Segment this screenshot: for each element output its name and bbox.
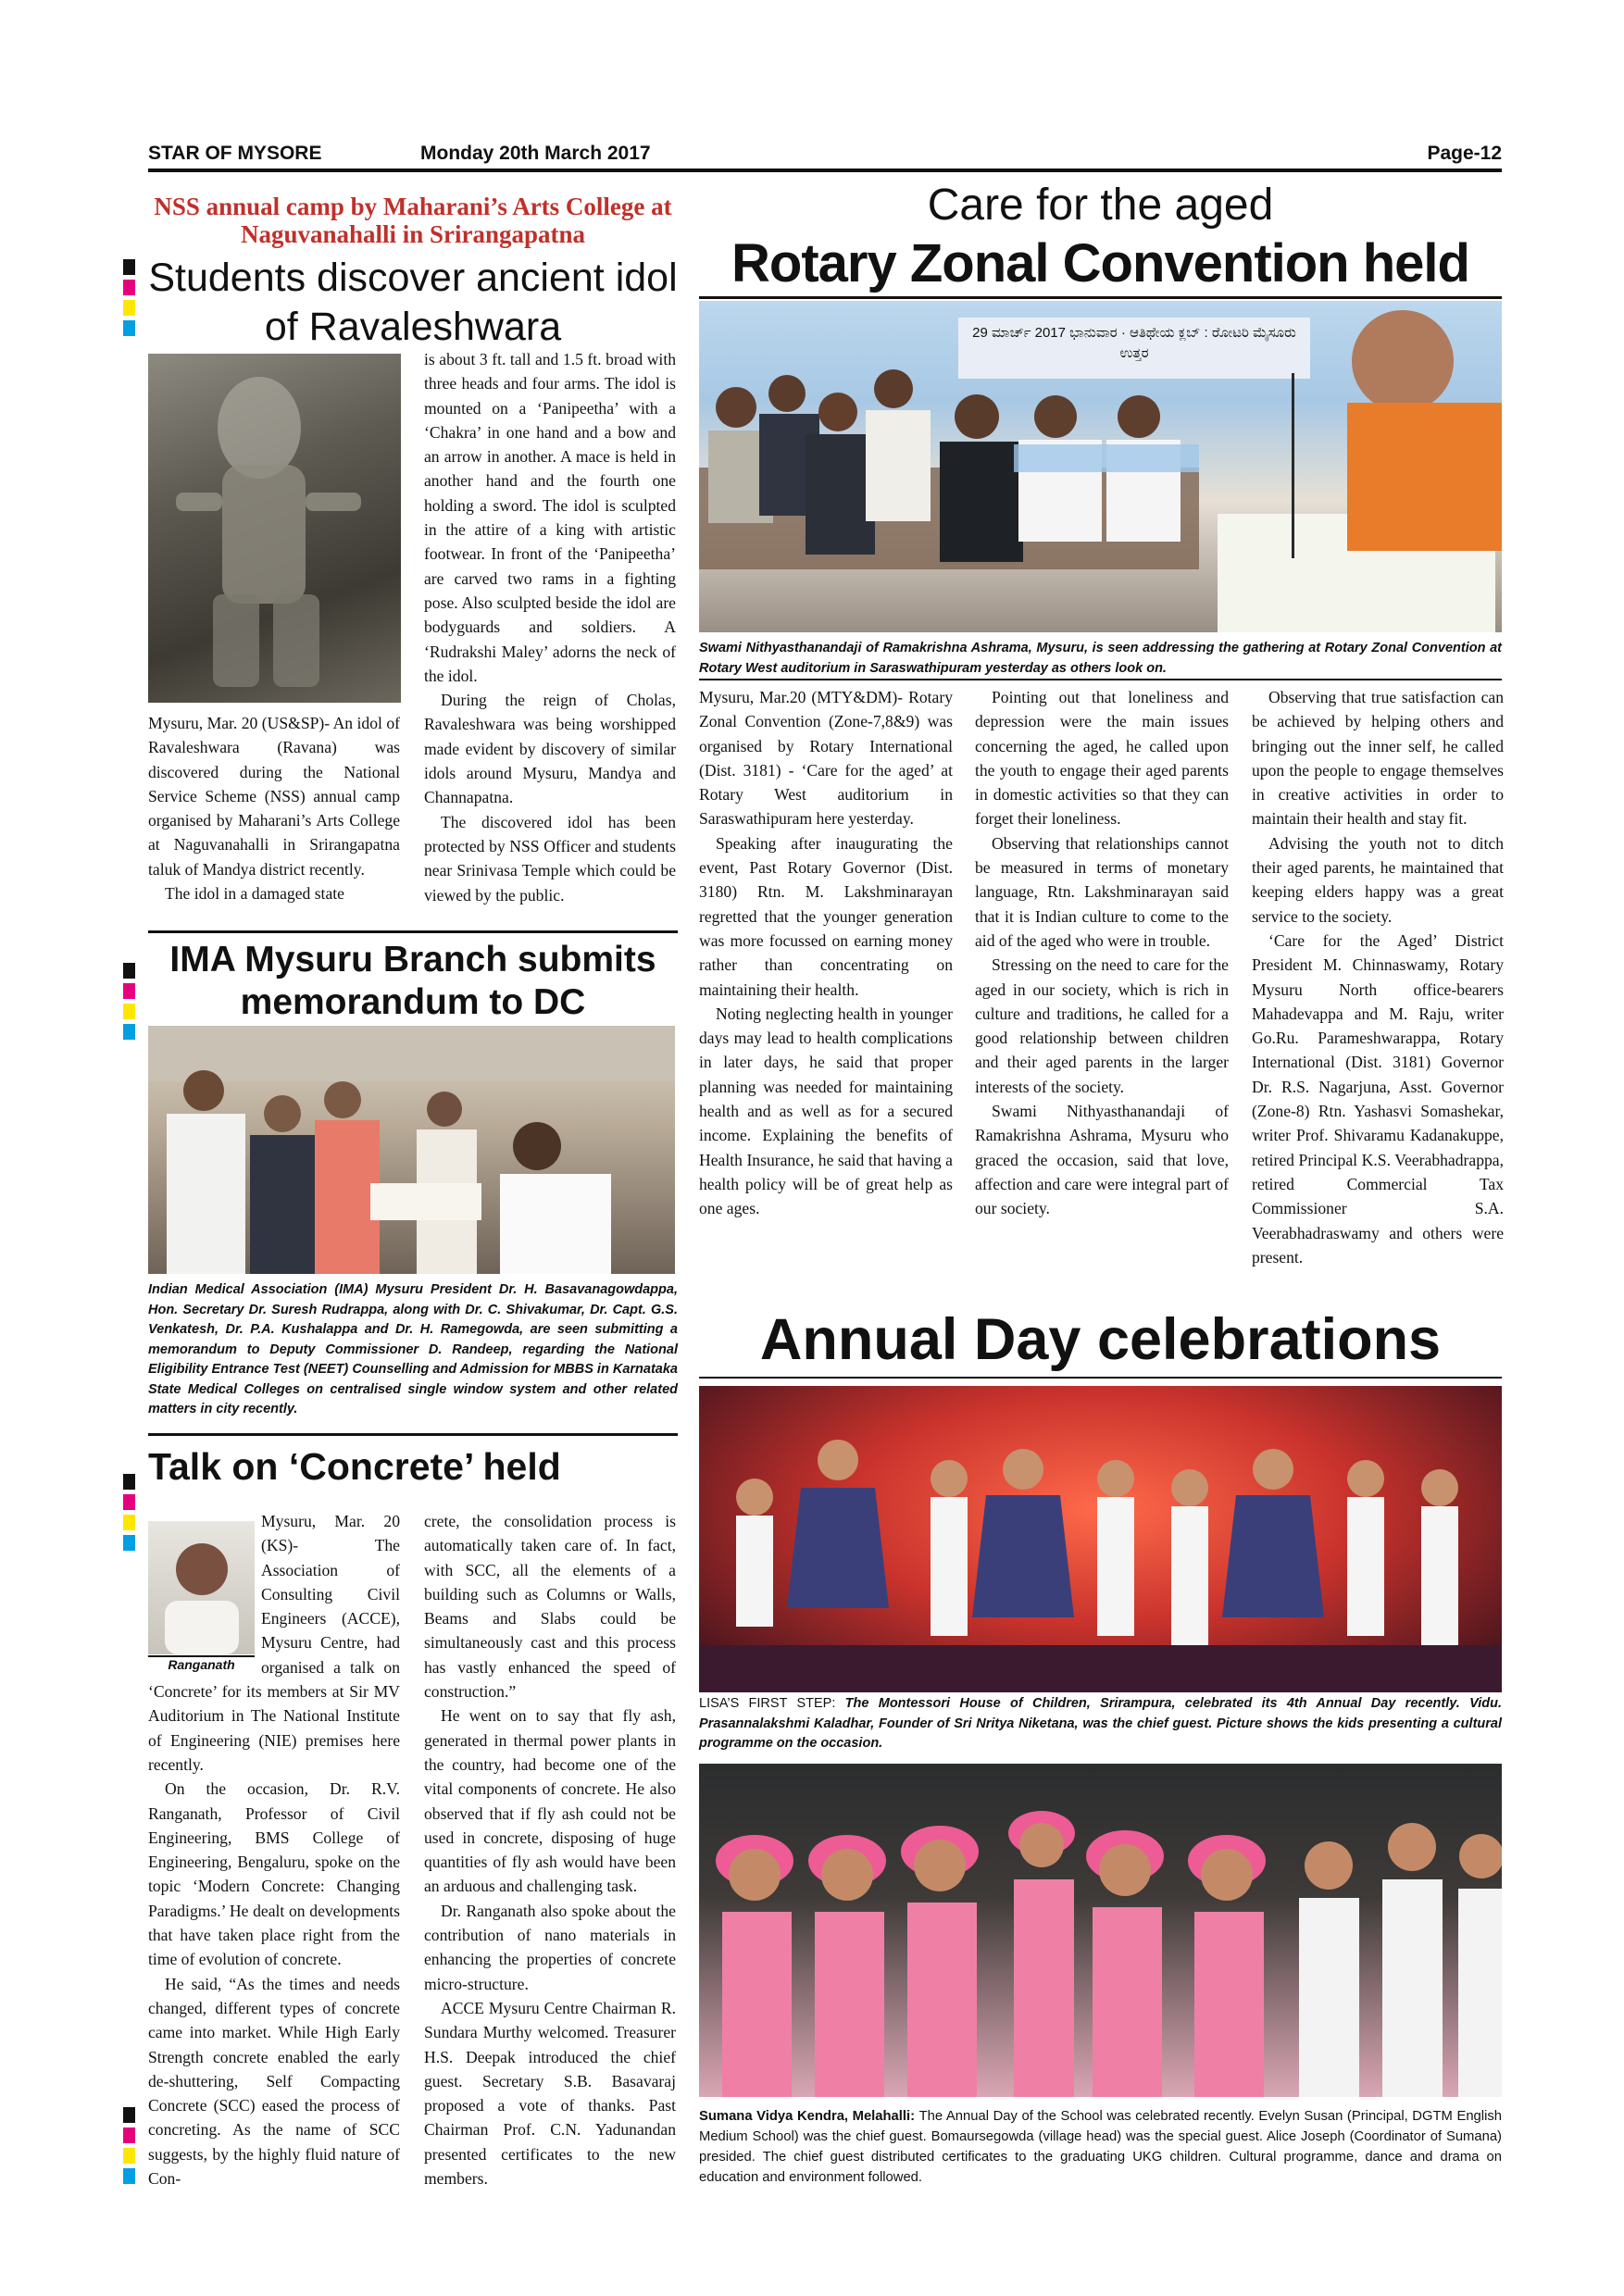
ima-caption: Indian Medical Association (IMA) Mysuru President Dr. H. Basavanagowdappa, Hon. Secretary Dr. Suresh Rudrappa, along with Dr. C. Shivakumar, Dr. Capt. G.S. Venkatesh, Dr. P.A. Kushalappa and Dr. H. Ramegowda, are seen submitting a memorandum to Deputy Commissioner D. Randeep, regarding the National Eligibility Entrance Test (NEET) Counselling and Admission for MBBS in Karnataka State Medical Colleges on centralised single window system and other related matters in city recently. [148, 1282, 678, 1416]
rotary-paragraph: Pointing out that loneliness and depression were the main issues concerning the aged, he called upon the youth to engage their aged parents in domestic activities so that they can forget their loneliness. [975, 688, 1229, 829]
divider [699, 679, 1502, 680]
divider [148, 1433, 678, 1436]
divider [699, 296, 1502, 299]
rotary-paragraph: Mysuru, Mar.20 (MTY&DM)- Rotary Zonal Convention (Zone-7,8&9) was organised by Rotary International (Dist. 3181) - ‘Care for the aged’ at Rotary West auditorium in Saraswathipuram here yesterday. [699, 688, 953, 829]
caption-text: The Montessori House of Children, Srirampura, celebrated its 4th Annual Day recently. Vidu. Prasannalakshmi Kaladhar, Founder of Sri Nritya Niketana, was the chief guest. Picture shows the kids presenting a cultural programme on the occasion. [699, 1696, 1502, 1751]
idol-photo [148, 354, 401, 703]
rotary-column-2 [975, 685, 1229, 1221]
concrete-column-2 [424, 1509, 676, 2190]
page-number: Page-12 [1427, 143, 1502, 164]
ima-photo [148, 1026, 675, 1274]
concrete-paragraph: ACCE Mysuru Centre Chairman R. Sundara Murthy welcomed. Treasurer H.S. Deepak introduced the chief guest. Secretary S.B. Basavaraj proposed a vote of thanks. Past Chairman Prof. C.N. Yadunandan presented certificates to the new members. [424, 1998, 676, 2189]
caption-lead: LISA’S FIRST STEP: [699, 1696, 845, 1711]
concrete-paragraph: He said, “As the times and needs changed, different types of concrete came into market. While High Early Strength concrete enabled the early de-shuttering, Self Compacting Concrete (SCC) eased the process of concreting. As the name of SCC suggests, by the highly fluid nature of Con- [148, 1974, 400, 2189]
divider [148, 930, 678, 933]
rotary-kicker: Care for the aged [927, 181, 1274, 230]
concrete-headline: Talk on ‘Concrete’ held [148, 1445, 561, 1488]
idol-headline: Students discover ancient idol of Ravaleshwara [148, 256, 678, 349]
paper-name: STAR OF MYSORE [148, 143, 322, 164]
concrete-paragraph: crete, the consolidation process is automatically taken care of. In fact, with SCC, all the elements of a building such as Columns or Walls, Beams and Slabs could be simultaneously cast and this process has vastly enhanced the speed of construction.” [424, 1512, 676, 1702]
kids-dance-image [699, 1386, 1502, 1692]
rotary-paragraph: Advising the youth not to ditch their aged parents, he maintained that keeping elders happy was a great service to the society. [1252, 833, 1504, 926]
ima-headline: IMA Mysuru Branch submits memorandum to DC [169, 940, 656, 1022]
idol-column-1 [148, 711, 400, 905]
concrete-paragraph: On the occasion, Dr. R.V. Ranganath, Professor of Civil Engineering, BMS College of Engineering, Bengaluru, spoke on the topic ‘Modern Concrete: Changing Paradigms.’ He dealt on developments that have taken place right from the time of evolution of concrete. [148, 1779, 400, 1969]
sumana-photo [699, 1764, 1502, 2097]
rotary-paragraph: Observing that true satisfaction can be achieved by helping others and bringing out the inner self, he called upon the people to engage themselves in creative activities in order to maintain their health and stay fit. [1252, 688, 1504, 829]
montessori-photo [699, 1386, 1502, 1692]
kids-group-image [699, 1764, 1502, 2097]
montessori-caption [699, 1694, 1502, 1754]
rotary-headline: Rotary Zonal Convention held [731, 233, 1469, 293]
annual-headline: Annual Day celebrations [759, 1307, 1442, 1372]
convention-stage-image [699, 301, 1502, 632]
divider [699, 1377, 1502, 1379]
rotary-column-1 [699, 685, 953, 1221]
idol-kicker: NSS annual camp by Maharani’s Arts College at Naguvanahalli in Srirangapatna [154, 193, 672, 248]
ranganath-label: Ranganath [168, 1657, 235, 1672]
stage-banner: 29 ಮಾರ್ಚ್ 2017 ಭಾನುವಾರ · ಆತಿಥೇಯ ಕ್ಲಬ್ : ರೋಟರಿ ಮೈಸೂರು ಉತ್ತರ [958, 318, 1310, 379]
idol-figure-image [148, 354, 401, 703]
rotary-paragraph: Speaking after inaugurating the event, Past Rotary Governor (Dist. 3180) Rtn. M. Lakshminarayan regretted that the younger generation was more focussed on earning money rather than concentrating on maintaining their health. [699, 833, 953, 999]
rotary-paragraph: Swami Nithyasthanandaji of Ramakrishna Ashrama, Mysuru who graced the occasion, said that love, affection and care were integral part of our society. [975, 1102, 1229, 1218]
concrete-column-1 [148, 1509, 400, 2190]
rotary-photo [699, 301, 1502, 632]
idol-paragraph: Mysuru, Mar. 20 (US&SP)- An idol of Ravaleshwara (Ravana) was discovered during the National Service Scheme (NSS) annual camp organised by Maharani’s Arts College at Naguvanahalli in Srirangapatna taluk of Mandya district recently. [148, 714, 400, 879]
caption-lead: Sumana Vidya Kendra, Melahalli: [699, 2109, 919, 2124]
rotary-paragraph: ‘Care for the Aged’ District President M. Chinnaswamy, Rotary Mysuru North office-bearers Mahadevappa and M. Raju, writer Go.Ru. Parameshwarappa, Rotary International (Dist. 3181) Governor Dr. R.S. Nagarjuna, Asst. Governor (Zone-8) Rtn. Yashasvi Somashekar, writer Prof. Shivaramu Kadanakuppe, retired Principal K.S. Veerabhadrappa, retired Commercial Tax Commissioner S.A. Veerabhadraswamy and others were present. [1252, 930, 1504, 1267]
rotary-paragraph: Noting neglecting health in younger days may lead to health complications in later days, he said that proper planning was needed for maintaining health and as well as for a secured income. Explaining the benefits of Health Insurance, he said that having a health policy will be of great help as one ages. [699, 1004, 953, 1218]
concrete-paragraph: He went on to say that fly ash, generated in thermal power plants in the country, had become one of the vital components of concrete. He also observed that if fly ash could not be used in concrete, disposing of huge quantities of fly ash would have been an arduous and challenging task. [424, 1706, 676, 1896]
caption-text: The Annual Day of the School was celebrated recently. Evelyn Susan (Principal, DGTM English Medium School) was the chief guest. Bomaursegowda (village head) was the special guest. Alice Joseph (Coordinator of Sumana) presided. The chief guest distributed certificates to the graduating UKG children. Cultural programme, dance and drama on education and environment followed. [699, 2109, 1502, 2185]
rotary-paragraph: Stressing on the need to care for the aged in our society, which is rich in culture and traditions, he called for a good relationship between children and their aged parents in the larger interests of the society. [975, 955, 1229, 1096]
issue-date: Monday 20th March 2017 [420, 143, 651, 164]
memorandum-group-image [148, 1026, 675, 1274]
rotary-caption: Swami Nithyasthanandaji of Ramakrishna Ashrama, Mysuru, is seen addressing the gathering at Rotary Zonal Convention at Rotary West auditorium in Saraswathipuram yesterday as others look on. [699, 641, 1502, 676]
photo-float-space [148, 1509, 261, 1678]
page-header [148, 139, 1502, 172]
sumana-caption [699, 2106, 1502, 2188]
idol-paragraph: is about 3 ft. tall and 1.5 ft. broad with three heads and four arms. The idol is mounted on a ‘Panipeetha’ with a ‘Chakra’ in one hand and a bow and an arrow in another. A mace is held in another hand and the fourth one holding a sword. The idol is sculpted in the attire of a king with artistic footwear. In front of the ‘Panipeetha’ are carved two rams in a fighting pose. Also sculpted beside the idol are bodyguards and soldiers. A ‘Rudrakshi Maley’ adorns the neck of the idol. [424, 350, 676, 685]
idol-column-2 [424, 347, 676, 907]
idol-paragraph: The discovered idol has been protected by NSS Officer and students near Srinivasa Temple which could be viewed by the public. [424, 812, 676, 905]
concrete-paragraph: Dr. Ranganath also spoke about the contribution of nano materials in enhancing the properties of concrete micro-structure. [424, 1901, 676, 1993]
rotary-column-3 [1252, 685, 1504, 1269]
idol-paragraph: During the reign of Cholas, Ravaleshwara was being worshipped made evident by discovery of similar idols around Mysuru, Mandya and Channapatna. [424, 691, 676, 807]
idol-paragraph: The idol in a damaged state [165, 884, 344, 904]
rotary-paragraph: Observing that relationships cannot be measured in terms of monetary language, Rtn. Lakshminarayan said that it is Indian culture to come to the aid of the aged who were in trouble. [975, 833, 1229, 950]
concrete-paragraph: Mysuru, Mar. 20 (KS)- The Association of Consulting Civil Engineers (ACCE), Mysuru Centre, had organised a talk on ‘Concrete’ for its members at Sir MV Auditorium in The National Institute of Engineering (NIE) premises here recently. [148, 1512, 400, 1774]
